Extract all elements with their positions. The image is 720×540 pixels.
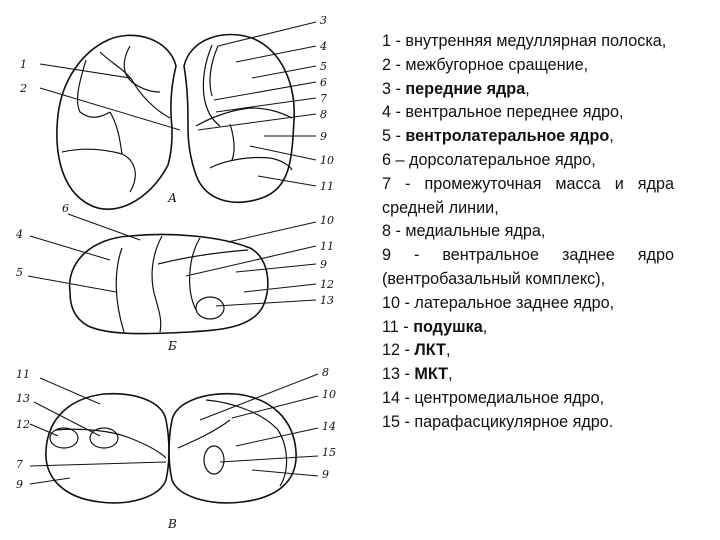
panel-c-label: 14 bbox=[322, 420, 336, 433]
panel-b-label: 12 bbox=[320, 278, 334, 291]
panel-a-label: 9 bbox=[320, 130, 327, 143]
panel-a-right-lobe bbox=[184, 34, 294, 202]
panel-b-drawing bbox=[15, 202, 334, 353]
legend-item-num: 5 bbox=[382, 127, 392, 146]
panel-c-caption: В bbox=[168, 517, 177, 531]
legend-item-sep: - bbox=[391, 246, 443, 265]
legend-item bbox=[382, 149, 674, 173]
legend-item-end: , bbox=[599, 388, 605, 407]
panel-c-label: 13 bbox=[16, 392, 30, 405]
legend-item bbox=[382, 292, 674, 316]
legend-item-num: 4 bbox=[382, 103, 392, 122]
legend-item-end: , bbox=[525, 79, 530, 98]
legend-item bbox=[382, 339, 674, 363]
legend-item-end: , bbox=[619, 103, 624, 122]
legend-item-bold: ЛКТ bbox=[414, 341, 446, 360]
legend-item-sep: - bbox=[400, 388, 415, 407]
legend-item-num: 10 bbox=[382, 293, 401, 312]
panel-a-label: 5 bbox=[320, 60, 327, 73]
panel-b-top bbox=[158, 250, 248, 264]
legend-item-num: 1 bbox=[382, 32, 392, 50]
panel-a-label: 11 bbox=[320, 180, 334, 193]
legend-item-text: внутренняя медуллярная полоска bbox=[405, 32, 662, 50]
panel-b-label: 10 bbox=[320, 214, 334, 227]
panel-a-left-pulvinar bbox=[62, 149, 135, 192]
panel-b-label: 9 bbox=[320, 258, 327, 271]
legend-item-bold: МКТ bbox=[414, 365, 449, 384]
panel-c-label: 10 bbox=[322, 388, 336, 401]
panel-a-right-back bbox=[210, 157, 292, 170]
panel-c-label: 9 bbox=[322, 468, 329, 481]
legend-item-end: , bbox=[482, 317, 488, 336]
legend-item-sep: - bbox=[400, 412, 415, 431]
legend-item bbox=[382, 54, 674, 78]
legend-item-end: , bbox=[661, 32, 667, 50]
legend-item-text: межбугорное сращение bbox=[405, 55, 584, 74]
legend-item-sep: - bbox=[400, 341, 415, 360]
panel-b-div-1 bbox=[116, 248, 124, 332]
legend-item-text: вентральное переднее ядро bbox=[405, 103, 620, 122]
legend-item bbox=[382, 78, 674, 102]
legend-item bbox=[382, 30, 674, 54]
legend-item-sep: - bbox=[391, 222, 406, 241]
legend-item bbox=[382, 387, 674, 411]
legend-item-sep: - bbox=[400, 365, 415, 384]
panel-a-drawing bbox=[19, 14, 334, 209]
panel-a-caption: А bbox=[168, 191, 178, 205]
legend-item-num: 7 bbox=[382, 174, 392, 193]
panel-b-outline bbox=[70, 235, 268, 334]
panel-c-label: 9 bbox=[16, 478, 23, 491]
legend-item-end: . bbox=[608, 412, 614, 431]
legend-item-num: 12 bbox=[382, 341, 401, 360]
panel-a-label: 10 bbox=[320, 154, 334, 167]
panel-a-right-lamina bbox=[203, 45, 220, 126]
panel-a-right-vlat bbox=[230, 124, 234, 160]
panel-b-label: 5 bbox=[16, 266, 23, 279]
legend-item-sep: - bbox=[400, 293, 415, 312]
legend-item bbox=[382, 173, 674, 221]
legend-item bbox=[382, 316, 674, 340]
legend-item-text: центромедиальное ядро bbox=[414, 388, 600, 407]
panel-a-left-lamina bbox=[100, 52, 170, 118]
legend-item-num: 8 bbox=[382, 222, 392, 241]
legend-item-end: , bbox=[445, 341, 451, 360]
legend-item-sep: – bbox=[391, 150, 410, 169]
legend-item-num: 13 bbox=[382, 365, 401, 384]
panel-a-label: 8 bbox=[320, 108, 327, 121]
panel-c-right-lobe bbox=[169, 394, 296, 503]
legend-item-num: 2 bbox=[382, 55, 392, 74]
legend-item-end: , bbox=[583, 55, 589, 74]
legend-item-bold: передние ядра bbox=[405, 79, 526, 98]
panel-c-label: 8 bbox=[322, 366, 329, 379]
panel-b-label: 11 bbox=[320, 240, 334, 253]
legend-item bbox=[382, 363, 674, 387]
legend-item-end: , bbox=[600, 269, 606, 288]
legend bbox=[382, 30, 674, 435]
panel-a-right-inner bbox=[210, 46, 218, 96]
legend-item-end: , bbox=[448, 365, 453, 384]
legend-item-sep: - bbox=[391, 79, 406, 98]
panel-c-left-div bbox=[56, 429, 166, 458]
legend-item-num: 14 bbox=[382, 388, 401, 407]
panel-b-label: 13 bbox=[320, 294, 334, 307]
legend-item-bold: подушка bbox=[413, 317, 483, 336]
legend-item bbox=[382, 411, 674, 435]
legend-item-text: промежуточная масса и ядра средней линии bbox=[382, 174, 675, 217]
legend-item-sep: - bbox=[391, 103, 406, 122]
legend-item-sep: - bbox=[391, 174, 425, 193]
legend-item-num: 15 bbox=[382, 412, 401, 431]
legend-item bbox=[382, 101, 674, 125]
legend-item-text: парафасцикулярное ядро bbox=[414, 412, 609, 431]
legend-item-text: латеральное заднее ядро bbox=[414, 293, 610, 312]
panel-b-mgb bbox=[196, 297, 224, 319]
panel-b-div-2 bbox=[152, 236, 162, 332]
panel-a-left-lobe bbox=[57, 35, 176, 209]
legend-item-bold: вентролатеральное ядро bbox=[405, 127, 610, 146]
legend-item bbox=[382, 125, 674, 149]
panel-c-label: 11 bbox=[16, 368, 30, 381]
legend-item-text: медиальные ядра bbox=[405, 222, 541, 241]
legend-item-num: 11 bbox=[382, 317, 399, 336]
legend-item-end: , bbox=[591, 150, 596, 169]
legend-item-sep: - bbox=[391, 127, 406, 146]
panel-a-left-front bbox=[78, 60, 110, 117]
legend-item-end: , bbox=[494, 198, 499, 217]
panel-c-label: 7 bbox=[16, 458, 23, 471]
panel-c-label: 15 bbox=[322, 446, 336, 459]
legend-item-num: 6 bbox=[382, 150, 392, 169]
panel-b-label: 6 bbox=[62, 202, 69, 215]
panel-a-left-mid bbox=[110, 112, 122, 154]
legend-item-end: , bbox=[609, 127, 614, 146]
panel-c-lgb bbox=[50, 428, 78, 448]
panel-c-label: 12 bbox=[16, 418, 30, 431]
panel-c-pf bbox=[204, 446, 224, 474]
panel-a-label: 4 bbox=[320, 40, 327, 53]
legend-item bbox=[382, 220, 674, 244]
panel-a-label: 7 bbox=[320, 92, 327, 105]
panel-a-label: 2 bbox=[20, 82, 27, 95]
panel-c-right-div bbox=[178, 420, 230, 448]
panel-a-left-inner bbox=[124, 46, 160, 92]
panel-a-label: 6 bbox=[320, 76, 327, 89]
legend-item-sep: - bbox=[391, 32, 406, 50]
legend-item-num: 3 bbox=[382, 79, 392, 98]
panel-c-drawing bbox=[16, 366, 336, 531]
legend-item-end: , bbox=[540, 222, 546, 241]
legend-item-sep: - bbox=[391, 55, 406, 74]
legend-item-sep: - bbox=[398, 317, 414, 336]
legend-item-end: , bbox=[609, 293, 615, 312]
panel-b-caption: Б bbox=[168, 339, 177, 353]
panel-a-label: 1 bbox=[20, 58, 27, 71]
panel-a-label: 3 bbox=[320, 14, 327, 27]
legend-item-text: дорсолатеральное ядро bbox=[409, 150, 592, 169]
panel-b-label: 4 bbox=[16, 228, 23, 241]
legend-item-num: 9 bbox=[382, 246, 392, 265]
legend-item bbox=[382, 244, 674, 292]
legend-item-text: вентральное заднее ядро (вентробазальный комплекс) bbox=[382, 246, 674, 288]
